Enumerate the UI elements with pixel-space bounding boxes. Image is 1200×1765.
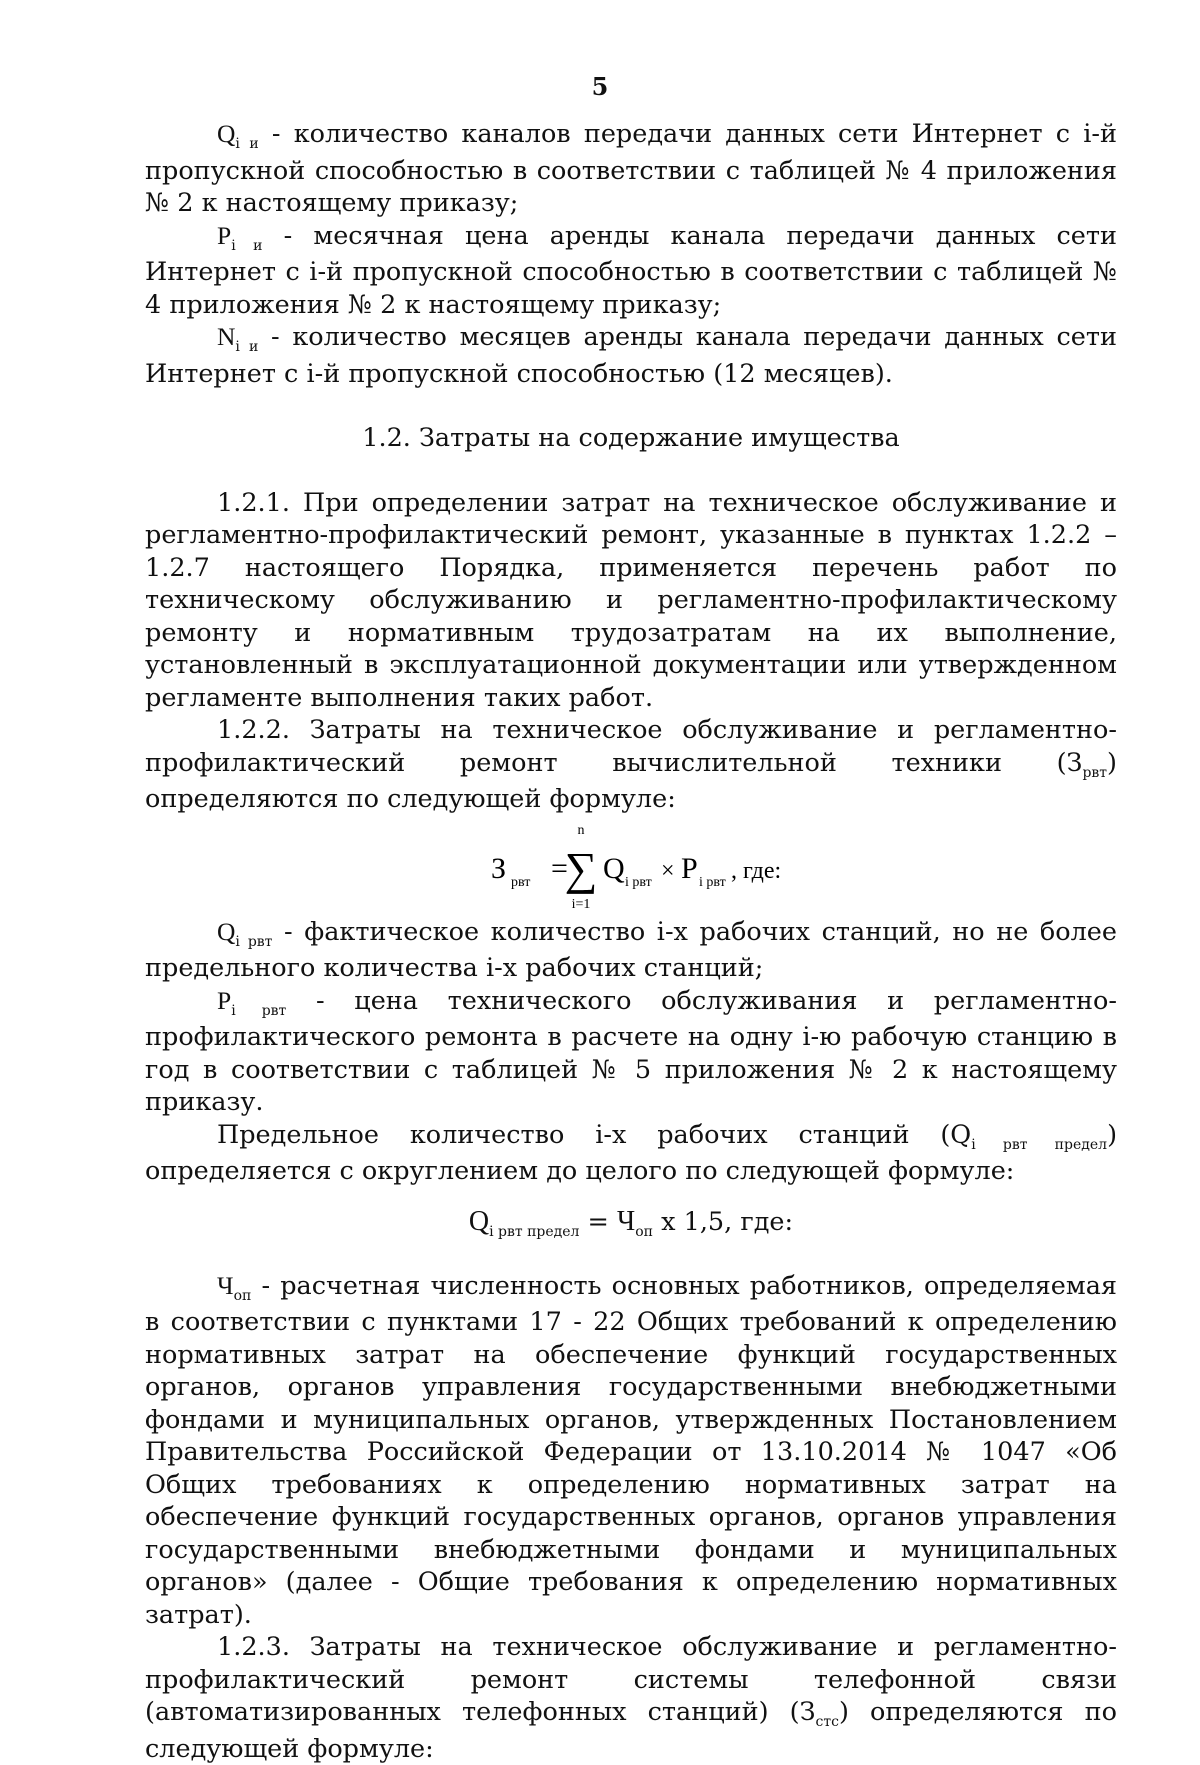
formula-lhs: З [491,851,507,885]
definition-p-rvt [145,985,1117,1119]
formula-equals: = [579,1206,618,1237]
symbol-subscript: i и [235,339,259,355]
formula-equals: = [551,851,568,885]
formula-p: P [681,851,698,885]
definition-text: - цена технического обслуживания и регламентно-профилактического ремонта в расчете на одну i-ю рабочую станцию в год в соответствии с таблицей № 5 приложения № 2 к настоящему приказу. [145,985,1117,1117]
formula-q: Q [603,851,625,885]
symbol: P [217,985,232,1015]
symbol-subscript: i рвт [235,933,273,950]
symbol-subscript: i рвт [231,1002,287,1019]
definition-text: - количество месяцев аренды канала передачи данных сети Интернет с i-й пропускной способностью (12 месяцев). [145,322,1117,389]
definition-text: - расчетная численность основных работников, определяемая в соответствии с пунктами 17 - 22 Общих требований к определению нормативных затрат на обеспечение функций государственных органов, органов управления государственными внебюджетными фондами и муниципальных органов, утвержденных Постановлением Правительства Российской Федерации от 13.10.2014 № 1047 «Об Общих требованиях к определению нормативных затрат на обеспечение функций государственных органов, органов управления государственными внебюджетными фондами и муниципальных органов» (далее - Общие требования к определению нормативных затрат). [145,1270,1117,1630]
formula-ch: Ч [617,1205,636,1237]
section-heading: 1.2. Затраты на содержание имущества [362,423,900,453]
symbol: Ч [217,1270,234,1300]
symbol-subscript: рвт [1082,764,1108,781]
formula-q-sub: i рвт предел [489,1223,580,1240]
definition-text: - фактическое количество i-х рабочих станций, но не более предельного количества i-х рабочих станций; [145,916,1117,983]
definition-qi-internet [145,118,1117,220]
symbol-subscript: стс [815,1714,839,1730]
formula-rest: х 1,5, где: [653,1206,794,1237]
formula-q: Q [468,1205,490,1237]
paragraph-limit: Предельное количество i-х рабочих станций $(Q_{i рвт предел})$ определяется с округлением до целого по следующей формуле: [145,1119,1118,1186]
formula-times: × [661,857,675,884]
definition-pi-internet [145,220,1117,322]
definition-text: - количество каналов передачи данных сети Интернет с i-й пропускной способностью в соответствии с таблицей № 4 приложения № 2 к настоящему приказу; [145,119,1117,218]
document-body [145,118,1117,1765]
symbol: Q [217,916,236,946]
formula-p-sub: i рвт [699,874,726,890]
symbol-subscript: i и [231,237,263,254]
paragraph-1-2-3: 1.2.3. Затраты на техническое обслуживание и регламентно-профилактический ремонт системы телефонной связи (автоматизированных телефонных станций) $(З_{стс})$ определяются по следующей формуле: [145,1632,1117,1764]
definition-text: - месячная цена аренды канала передачи данных сети Интернет с i-й пропускной способностью в соответствии с таблицей № 4 приложения № 2 к настоящему приказу; [145,220,1117,320]
symbol-subscript: оп [233,1287,252,1304]
symbol: P [217,220,232,250]
formula-q-limit [145,1206,1117,1248]
definition-ni-internet [145,321,1117,390]
paragraph-1-2-2: 1.2.2. Затраты на техническое обслуживание и регламентно-профилактический ремонт вычислительной техники $(З_{рвт})$ определяются по следующей формуле: [145,715,1117,814]
page-number: 5 [591,72,609,101]
formula-q-sub: i рвт [625,874,652,890]
formula-tail: , где: [731,857,782,884]
paragraph-1-2-1: 1.2.1. При определении затрат на техническое обслуживание и регламентно-профилактический ремонт, указанные в пунктах 1.2.2 – 1.2.7 настоящего Порядка, применяется перечень работ по техническому обслуживанию и регламентно-профилактическому ремонту и нормативным трудозатратам на их выполнение, установленный в эксплуатационной документации или утвержденном регламенте выполнения таких работ. [145,487,1117,713]
definition-ch-op [145,1270,1117,1632]
symbol-subscript: i и [235,136,259,152]
formula-zrvt [145,816,1117,916]
formula-ch-sub: оп [635,1223,653,1240]
sum-sign: ∑ [564,842,598,894]
sum-lower-limit: i=1 [571,896,591,912]
formula-lhs-sub: рвт [511,874,531,890]
definition-q-rvt [145,916,1117,985]
symbol-subscript: i рвт предел [971,1136,1108,1153]
symbol: N [217,322,236,351]
sum-upper-limit: n [577,822,585,838]
symbol: Q [217,119,236,148]
